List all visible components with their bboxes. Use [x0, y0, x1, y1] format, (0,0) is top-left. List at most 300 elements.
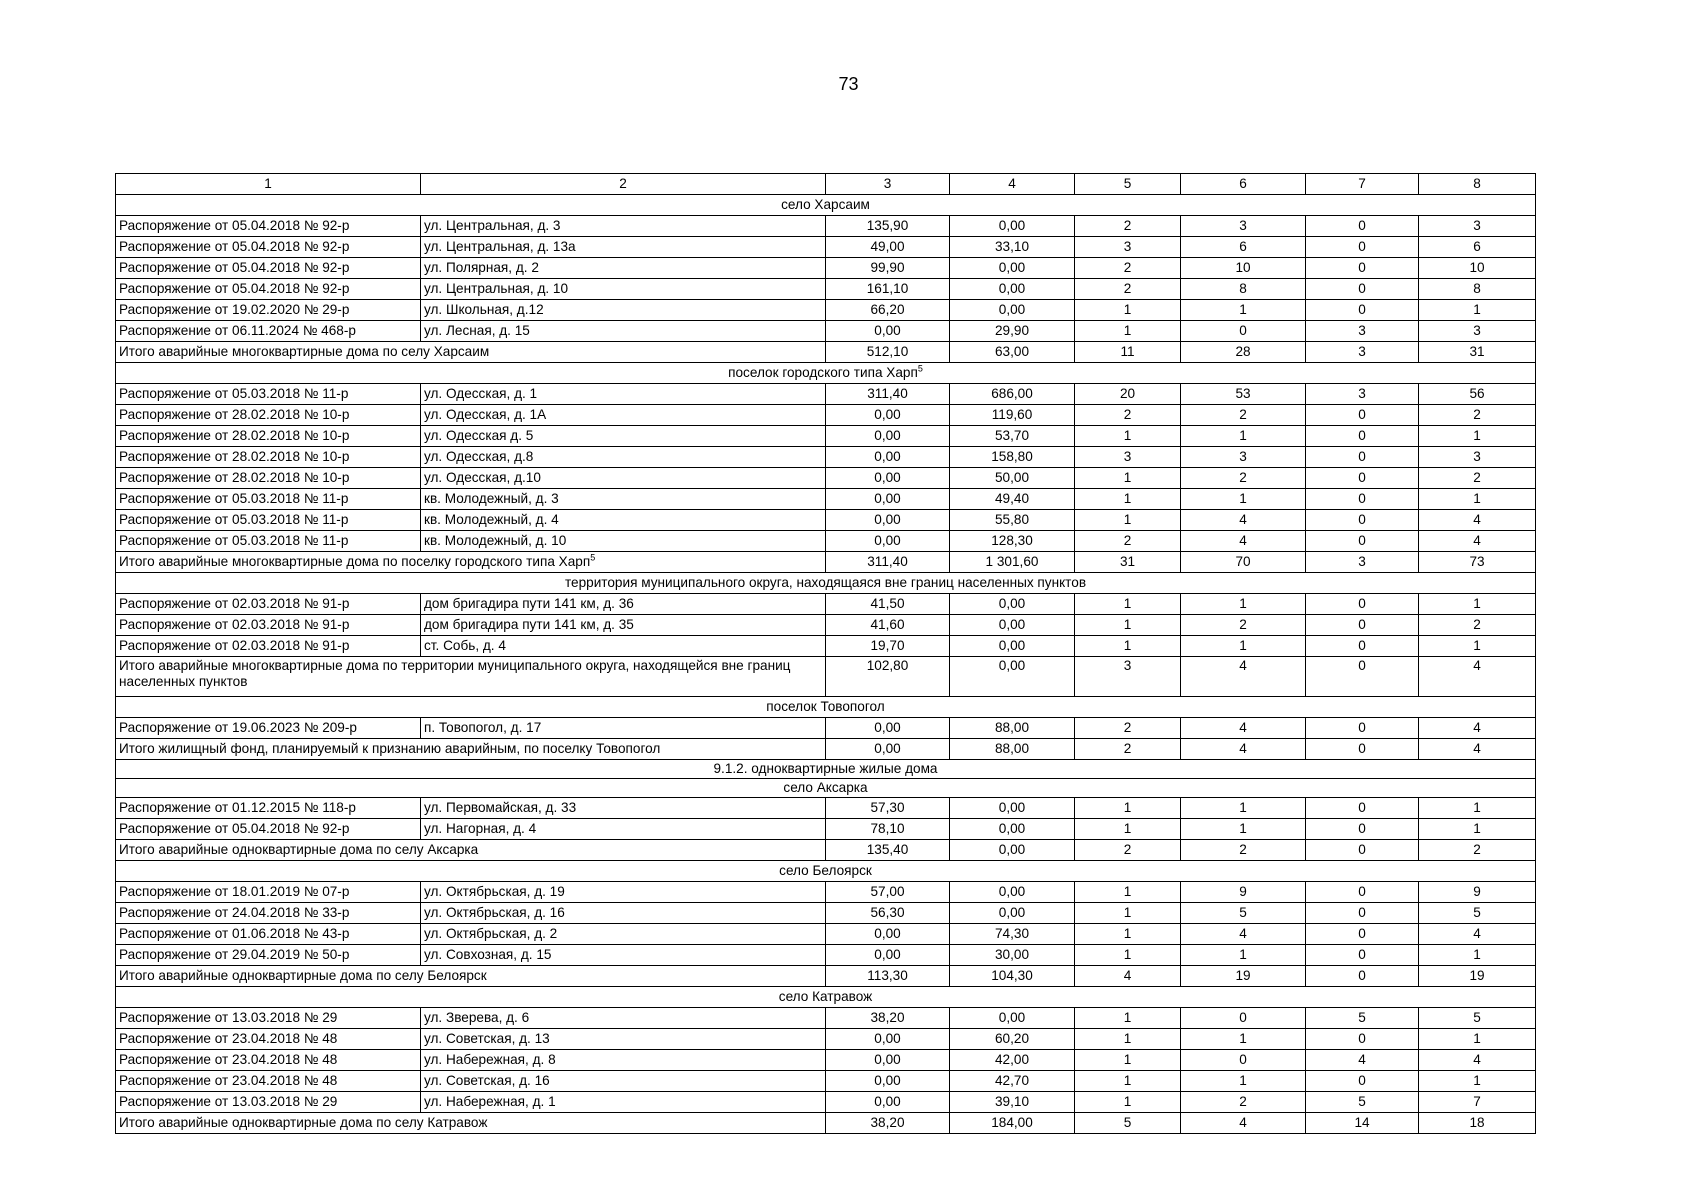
value-cell: 1	[1075, 426, 1181, 447]
value-cell: 0	[1181, 1008, 1306, 1029]
address-cell: дом бригадира пути 141 км, д. 36	[421, 594, 826, 615]
value-cell: 50,00	[950, 468, 1075, 489]
total-value-cell: 0,00	[950, 657, 1075, 697]
total-row	[116, 342, 1536, 363]
document-cell: Распоряжение от 02.03.2018 № 91-р	[116, 636, 421, 657]
value-cell: 3	[1419, 447, 1536, 468]
document-cell: Распоряжение от 02.03.2018 № 91-р	[116, 594, 421, 615]
value-cell: 8	[1419, 279, 1536, 300]
total-label	[116, 552, 826, 573]
value-cell: 49,00	[826, 237, 950, 258]
value-cell: 135,90	[826, 216, 950, 237]
table-row	[116, 258, 1536, 279]
value-cell: 2	[1181, 405, 1306, 426]
address-cell: ул. Лесная, д. 15	[421, 321, 826, 342]
value-cell: 5	[1181, 903, 1306, 924]
total-value-cell: 11	[1075, 342, 1181, 363]
total-value-cell: 0	[1306, 966, 1419, 987]
total-label-text: Итого аварийные многоквартирные дома по поселку городского типа Харп	[119, 554, 591, 569]
total-row	[116, 739, 1536, 760]
value-cell: 1	[1419, 426, 1536, 447]
document-cell: Распоряжение от 06.11.2024 № 468-р	[116, 321, 421, 342]
total-value-cell: 73	[1419, 552, 1536, 573]
value-cell: 3	[1419, 321, 1536, 342]
table-row	[116, 819, 1536, 840]
value-cell: 0,00	[950, 594, 1075, 615]
section-title-text: 9.1.2. одноквартирные жилые дома	[713, 761, 938, 776]
total-row	[116, 1113, 1536, 1134]
value-cell: 1	[1419, 300, 1536, 321]
total-value-cell: 2	[1419, 840, 1536, 861]
value-cell: 0	[1306, 300, 1419, 321]
value-cell: 4	[1419, 531, 1536, 552]
value-cell: 8	[1181, 279, 1306, 300]
section-title-text: территория муниципального округа, находящаяся вне границ населенных пунктов	[564, 575, 1087, 590]
total-label-text: Итого жилищный фонд, планируемый к признанию аварийным, по поселку Товопогол	[119, 741, 661, 756]
total-value-cell: 63,00	[950, 342, 1075, 363]
value-cell: 4	[1306, 1050, 1419, 1071]
total-value-cell: 3	[1306, 552, 1419, 573]
value-cell: 0	[1306, 468, 1419, 489]
document-cell: Распоряжение от 28.02.2018 № 10-р	[116, 426, 421, 447]
value-cell: 0	[1306, 405, 1419, 426]
table-row	[116, 1071, 1536, 1092]
value-cell: 0	[1306, 258, 1419, 279]
document-cell: Распоряжение от 13.03.2018 № 29	[116, 1092, 421, 1113]
section-row	[116, 779, 1536, 798]
value-cell: 1	[1075, 510, 1181, 531]
total-value-cell: 4	[1419, 657, 1536, 697]
document-cell: Распоряжение от 19.02.2020 № 29-р	[116, 300, 421, 321]
value-cell: 29,90	[950, 321, 1075, 342]
header-cell: 4	[950, 174, 1075, 195]
total-value-cell: 0	[1306, 657, 1419, 697]
total-row	[116, 966, 1536, 987]
value-cell: 0,00	[826, 924, 950, 945]
value-cell: 0	[1306, 882, 1419, 903]
value-cell: 41,50	[826, 594, 950, 615]
value-cell: 4	[1181, 718, 1306, 739]
total-value-cell: 4	[1181, 1113, 1306, 1134]
total-value-cell: 311,40	[826, 552, 950, 573]
value-cell: 6	[1419, 237, 1536, 258]
section-title	[116, 861, 1536, 882]
address-cell: ул. Советская, д. 13	[421, 1029, 826, 1050]
value-cell: 2	[1075, 258, 1181, 279]
table-row	[116, 489, 1536, 510]
address-cell: кв. Молодежный, д. 4	[421, 510, 826, 531]
total-value-cell: 4	[1181, 739, 1306, 760]
total-label-text: Итого аварийные одноквартирные дома по селу Белоярск	[119, 968, 487, 983]
value-cell: 42,00	[950, 1050, 1075, 1071]
address-cell: ул. Октябрьская, д. 19	[421, 882, 826, 903]
value-cell: 2	[1419, 615, 1536, 636]
value-cell: 0	[1306, 237, 1419, 258]
address-cell: ул. Советская, д. 16	[421, 1071, 826, 1092]
table-row	[116, 1029, 1536, 1050]
total-label-text: Итого аварийные одноквартирные дома по селу Катравож	[119, 1115, 488, 1130]
address-cell: п. Товопогол, д. 17	[421, 718, 826, 739]
address-cell: ул. Зверева, д. 6	[421, 1008, 826, 1029]
total-value-cell: 18	[1419, 1113, 1536, 1134]
table-row	[116, 1092, 1536, 1113]
value-cell: 38,20	[826, 1008, 950, 1029]
value-cell: 10	[1181, 258, 1306, 279]
table-row	[116, 718, 1536, 739]
section-title-text: село Аксарка	[783, 780, 868, 795]
value-cell: 1	[1419, 489, 1536, 510]
value-cell: 1	[1181, 300, 1306, 321]
total-value-cell: 113,30	[826, 966, 950, 987]
header-cell: 8	[1419, 174, 1536, 195]
table-body	[116, 174, 1536, 1134]
document-cell: Распоряжение от 23.04.2018 № 48	[116, 1029, 421, 1050]
footnote-marker: 5	[590, 552, 596, 563]
value-cell: 39,10	[950, 1092, 1075, 1113]
section-title-text: поселок Товопогол	[766, 699, 885, 714]
document-cell: Распоряжение от 23.04.2018 № 48	[116, 1071, 421, 1092]
table-row	[116, 531, 1536, 552]
value-cell: 3	[1306, 321, 1419, 342]
value-cell: 1	[1075, 882, 1181, 903]
table-row	[116, 279, 1536, 300]
address-cell: кв. Молодежный, д. 10	[421, 531, 826, 552]
value-cell: 3	[1075, 447, 1181, 468]
value-cell: 9	[1181, 882, 1306, 903]
table-row	[116, 1008, 1536, 1029]
total-value-cell: 31	[1075, 552, 1181, 573]
value-cell: 30,00	[950, 945, 1075, 966]
value-cell: 2	[1075, 531, 1181, 552]
value-cell: 1	[1181, 945, 1306, 966]
value-cell: 1	[1181, 594, 1306, 615]
table-row	[116, 510, 1536, 531]
document-cell: Распоряжение от 05.04.2018 № 92-р	[116, 237, 421, 258]
address-cell: ул. Центральная, д. 13а	[421, 237, 826, 258]
value-cell: 0	[1306, 594, 1419, 615]
total-value-cell: 4	[1181, 657, 1306, 697]
value-cell: 57,30	[826, 798, 950, 819]
total-value-cell: 1 301,60	[950, 552, 1075, 573]
total-value-cell: 38,20	[826, 1113, 950, 1134]
value-cell: 0,00	[826, 1092, 950, 1113]
total-value-cell: 3	[1306, 342, 1419, 363]
section-row	[116, 195, 1536, 216]
document-cell: Распоряжение от 13.03.2018 № 29	[116, 1008, 421, 1029]
total-label-text: Итого аварийные одноквартирные дома по селу Аксарка	[119, 842, 479, 857]
value-cell: 0	[1306, 798, 1419, 819]
value-cell: 4	[1181, 510, 1306, 531]
value-cell: 0,00	[950, 216, 1075, 237]
value-cell: 0,00	[826, 1071, 950, 1092]
address-cell: дом бригадира пути 141 км, д. 35	[421, 615, 826, 636]
value-cell: 0	[1181, 321, 1306, 342]
total-value-cell: 19	[1181, 966, 1306, 987]
value-cell: 7	[1419, 1092, 1536, 1113]
address-cell: ул. Одесская, д. 1А	[421, 405, 826, 426]
address-cell: ст. Собь, д. 4	[421, 636, 826, 657]
value-cell: 57,00	[826, 882, 950, 903]
value-cell: 0	[1306, 489, 1419, 510]
value-cell: 2	[1075, 718, 1181, 739]
value-cell: 56	[1419, 384, 1536, 405]
value-cell: 119,60	[950, 405, 1075, 426]
document-cell: Распоряжение от 28.02.2018 № 10-р	[116, 447, 421, 468]
value-cell: 1	[1075, 1008, 1181, 1029]
value-cell: 0	[1306, 945, 1419, 966]
value-cell: 53	[1181, 384, 1306, 405]
total-value-cell: 31	[1419, 342, 1536, 363]
document-cell: Распоряжение от 29.04.2019 № 50-р	[116, 945, 421, 966]
value-cell: 60,20	[950, 1029, 1075, 1050]
value-cell: 1	[1419, 636, 1536, 657]
value-cell: 2	[1075, 405, 1181, 426]
value-cell: 42,70	[950, 1071, 1075, 1092]
value-cell: 20	[1075, 384, 1181, 405]
value-cell: 2	[1181, 1092, 1306, 1113]
total-value-cell: 0,00	[826, 739, 950, 760]
total-label	[116, 966, 826, 987]
table-row	[116, 798, 1536, 819]
value-cell: 0	[1306, 718, 1419, 739]
value-cell: 1	[1181, 1029, 1306, 1050]
value-cell: 99,90	[826, 258, 950, 279]
section-row	[116, 697, 1536, 718]
value-cell: 1	[1075, 945, 1181, 966]
value-cell: 2	[1419, 405, 1536, 426]
value-cell: 6	[1181, 237, 1306, 258]
address-cell: ул. Одесская д. 5	[421, 426, 826, 447]
document-cell: Распоряжение от 01.06.2018 № 43-р	[116, 924, 421, 945]
total-row	[116, 552, 1536, 573]
table-row	[116, 945, 1536, 966]
value-cell: 0,00	[826, 489, 950, 510]
document-cell: Распоряжение от 05.04.2018 № 92-р	[116, 216, 421, 237]
total-value-cell: 104,30	[950, 966, 1075, 987]
value-cell: 1	[1419, 1029, 1536, 1050]
total-value-cell: 512,10	[826, 342, 950, 363]
total-label	[116, 1113, 826, 1134]
total-value-cell: 4	[1075, 966, 1181, 987]
value-cell: 0	[1306, 216, 1419, 237]
section-title-text: село Катравож	[778, 989, 873, 1004]
value-cell: 0,00	[826, 426, 950, 447]
value-cell: 0,00	[826, 718, 950, 739]
value-cell: 1	[1419, 819, 1536, 840]
value-cell: 2	[1419, 468, 1536, 489]
section-row	[116, 363, 1536, 384]
value-cell: 161,10	[826, 279, 950, 300]
table-row	[116, 216, 1536, 237]
value-cell: 41,60	[826, 615, 950, 636]
value-cell: 0	[1306, 615, 1419, 636]
value-cell: 1	[1075, 1050, 1181, 1071]
value-cell: 1	[1181, 1071, 1306, 1092]
value-cell: 0	[1306, 1029, 1419, 1050]
table-row	[116, 384, 1536, 405]
value-cell: 66,20	[826, 300, 950, 321]
value-cell: 1	[1075, 300, 1181, 321]
housing-table	[115, 173, 1536, 1134]
section-row	[116, 760, 1536, 779]
value-cell: 1	[1075, 903, 1181, 924]
document-cell: Распоряжение от 05.03.2018 № 11-р	[116, 384, 421, 405]
value-cell: 1	[1419, 798, 1536, 819]
value-cell: 0	[1306, 636, 1419, 657]
value-cell: 0,00	[950, 615, 1075, 636]
value-cell: 0,00	[826, 510, 950, 531]
value-cell: 49,40	[950, 489, 1075, 510]
total-value-cell: 0,00	[950, 840, 1075, 861]
total-value-cell: 19	[1419, 966, 1536, 987]
value-cell: 1	[1419, 1071, 1536, 1092]
document-cell: Распоряжение от 05.03.2018 № 11-р	[116, 510, 421, 531]
value-cell: 3	[1419, 216, 1536, 237]
table-row	[116, 594, 1536, 615]
table-row	[116, 237, 1536, 258]
document-cell: Распоряжение от 05.04.2018 № 92-р	[116, 258, 421, 279]
section-title	[116, 987, 1536, 1008]
section-title-text: село Белоярск	[779, 863, 872, 878]
value-cell: 1	[1181, 798, 1306, 819]
page-number: 73	[838, 74, 859, 94]
total-value-cell: 0	[1306, 840, 1419, 861]
total-row	[116, 657, 1536, 697]
address-cell: ул. Одесская, д.8	[421, 447, 826, 468]
total-value-cell: 88,00	[950, 739, 1075, 760]
document-cell: Распоряжение от 02.03.2018 № 91-р	[116, 615, 421, 636]
address-cell: ул. Центральная, д. 3	[421, 216, 826, 237]
section-title	[116, 779, 1536, 798]
document-cell: Распоряжение от 05.03.2018 № 11-р	[116, 489, 421, 510]
section-row	[116, 987, 1536, 1008]
value-cell: 1	[1419, 594, 1536, 615]
document-cell: Распоряжение от 05.04.2018 № 92-р	[116, 819, 421, 840]
total-label-text: Итого аварийные многоквартирные дома по территории муниципального округа, находящейся вне границ населенных пунктов	[119, 658, 791, 689]
value-cell: 4	[1181, 924, 1306, 945]
address-cell: ул. Школьная, д.12	[421, 300, 826, 321]
address-cell: ул. Набережная, д. 1	[421, 1092, 826, 1113]
value-cell: 0,00	[826, 468, 950, 489]
document-cell: Распоряжение от 05.03.2018 № 11-р	[116, 531, 421, 552]
header-cell: 7	[1306, 174, 1419, 195]
value-cell: 0,00	[950, 798, 1075, 819]
total-label-text: Итого аварийные многоквартирные дома по селу Харсаим	[119, 344, 490, 359]
document-cell: Распоряжение от 24.04.2018 № 33-р	[116, 903, 421, 924]
total-label	[116, 657, 826, 697]
value-cell: 0	[1181, 1050, 1306, 1071]
total-value-cell: 5	[1075, 1113, 1181, 1134]
table-row	[116, 636, 1536, 657]
value-cell: 0,00	[950, 882, 1075, 903]
table-row	[116, 615, 1536, 636]
table-row	[116, 924, 1536, 945]
document-cell: Распоряжение от 18.01.2019 № 07-р	[116, 882, 421, 903]
total-value-cell: 102,80	[826, 657, 950, 697]
address-cell: кв. Молодежный, д. 3	[421, 489, 826, 510]
table-row	[116, 300, 1536, 321]
section-title	[116, 697, 1536, 718]
value-cell: 0,00	[826, 531, 950, 552]
value-cell: 0,00	[950, 1008, 1075, 1029]
value-cell: 3	[1306, 384, 1419, 405]
value-cell: 2	[1181, 468, 1306, 489]
value-cell: 4	[1419, 924, 1536, 945]
value-cell: 9	[1419, 882, 1536, 903]
value-cell: 1	[1181, 819, 1306, 840]
table-row	[116, 1050, 1536, 1071]
value-cell: 1	[1075, 1071, 1181, 1092]
value-cell: 311,40	[826, 384, 950, 405]
section-title-text: поселок городского типа Харп	[728, 365, 918, 380]
section-row	[116, 861, 1536, 882]
value-cell: 0,00	[826, 447, 950, 468]
footnote-marker: 5	[917, 363, 923, 374]
document-cell: Распоряжение от 01.12.2015 № 118-р	[116, 798, 421, 819]
document-cell: Распоряжение от 28.02.2018 № 10-р	[116, 405, 421, 426]
value-cell: 1	[1181, 426, 1306, 447]
value-cell: 1	[1075, 615, 1181, 636]
value-cell: 53,70	[950, 426, 1075, 447]
value-cell: 1	[1075, 594, 1181, 615]
value-cell: 3	[1181, 447, 1306, 468]
value-cell: 5	[1306, 1008, 1419, 1029]
value-cell: 0	[1306, 924, 1419, 945]
value-cell: 4	[1181, 531, 1306, 552]
table-row	[116, 882, 1536, 903]
address-cell: ул. Одесская, д. 1	[421, 384, 826, 405]
value-cell: 1	[1075, 489, 1181, 510]
value-cell: 158,80	[950, 447, 1075, 468]
header-cell: 3	[826, 174, 950, 195]
total-value-cell: 4	[1419, 739, 1536, 760]
table-row	[116, 903, 1536, 924]
value-cell: 0,00	[826, 1050, 950, 1071]
value-cell: 74,30	[950, 924, 1075, 945]
address-cell: ул. Набережная, д. 8	[421, 1050, 826, 1071]
value-cell: 0,00	[826, 945, 950, 966]
value-cell: 2	[1181, 615, 1306, 636]
value-cell: 78,10	[826, 819, 950, 840]
value-cell: 0,00	[950, 258, 1075, 279]
value-cell: 1	[1181, 489, 1306, 510]
table-row	[116, 405, 1536, 426]
total-value-cell: 2	[1075, 739, 1181, 760]
total-label	[116, 840, 826, 861]
value-cell: 10	[1419, 258, 1536, 279]
value-cell: 5	[1419, 903, 1536, 924]
value-cell: 0	[1306, 819, 1419, 840]
total-value-cell: 184,00	[950, 1113, 1075, 1134]
section-title	[116, 760, 1536, 779]
value-cell: 0,00	[826, 1029, 950, 1050]
value-cell: 0	[1306, 1071, 1419, 1092]
section-row	[116, 573, 1536, 594]
value-cell: 4	[1419, 718, 1536, 739]
value-cell: 1	[1075, 1029, 1181, 1050]
address-cell: ул. Октябрьская, д. 16	[421, 903, 826, 924]
value-cell: 1	[1075, 1092, 1181, 1113]
total-value-cell: 28	[1181, 342, 1306, 363]
header-row	[116, 174, 1536, 195]
address-cell: ул. Одесская, д.10	[421, 468, 826, 489]
total-value-cell: 0	[1306, 739, 1419, 760]
value-cell: 0	[1306, 279, 1419, 300]
value-cell: 3	[1075, 237, 1181, 258]
total-value-cell: 2	[1181, 840, 1306, 861]
value-cell: 0	[1306, 426, 1419, 447]
value-cell: 19,70	[826, 636, 950, 657]
